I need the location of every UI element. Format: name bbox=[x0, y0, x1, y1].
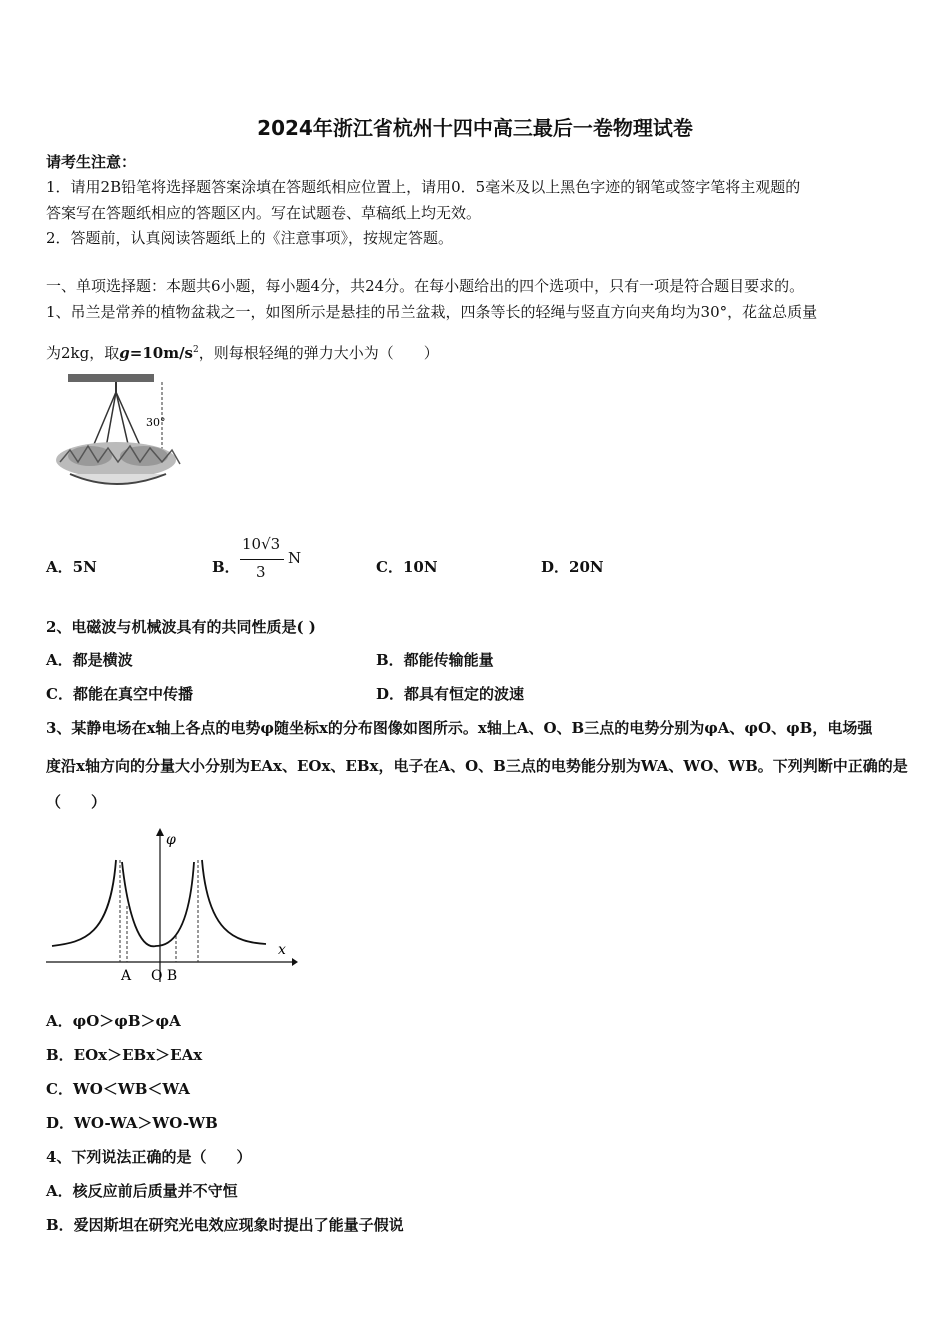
q3-option-d[interactable]: D．WO-WA＞WO-WB bbox=[46, 1114, 218, 1132]
curve-right-branch bbox=[202, 860, 266, 944]
q1-option-c[interactable]: C．10N bbox=[376, 558, 438, 576]
hanging-plant-figure bbox=[50, 370, 190, 495]
notice-item-1a: 1．请用2B铅笔将选择题答案涂填在答题纸相应位置上，请用0．5毫米及以上黑色字迹的钢笔或签字笔将主观题的 bbox=[46, 178, 801, 196]
q1-option-b-fraction[interactable] bbox=[240, 535, 310, 585]
notice-heading: 请考生注意： bbox=[46, 153, 137, 171]
support-bar bbox=[68, 374, 154, 382]
q3-stem-line2: 度沿x轴方向的分量大小分别为EAx、EOx、EBx，电子在A、O、B三点的电势能分别为WA、WO、WB。下列判断中正确的是 bbox=[46, 757, 908, 775]
y-axis-arrow bbox=[156, 828, 164, 836]
q4-stem: 4、下列说法正确的是（ ） bbox=[46, 1148, 252, 1166]
q4-option-b[interactable]: B．爱因斯坦在研究光电效应现象时提出了能量子假说 bbox=[46, 1216, 404, 1234]
q1-text-b: =10m/s bbox=[129, 344, 193, 362]
q1-option-a[interactable]: A．5N bbox=[46, 558, 97, 576]
q1-text-a: 为2kg，取 bbox=[46, 344, 120, 362]
curve-left-branch bbox=[52, 860, 116, 946]
notice-item-1b: 答案写在答题纸相应的答题区内。写在试题卷、草稿纸上均无效。 bbox=[46, 204, 482, 222]
q1-stem-line1: 1、吊兰是常养的植物盆栽之一，如图所示是悬挂的吊兰盆栽，四条等长的轻绳与竖直方向夹角均为30°，花盆总质量 bbox=[46, 303, 818, 321]
phi-label: φ bbox=[166, 832, 176, 848]
q1-g-symbol: g bbox=[119, 344, 130, 362]
curve-middle-branch bbox=[122, 862, 194, 946]
potential-graph bbox=[44, 826, 298, 986]
q2-stem: 2、电磁波与机械波具有的共同性质是( ) bbox=[46, 618, 316, 636]
q2-option-b[interactable]: B．都能传输能量 bbox=[376, 651, 494, 669]
q3-stem-line1: 3、某静电场在x轴上各点的电势φ随坐标x的分布图像如图所示。x轴上A、O、B三点的电势分别为φA、φO、φB，电场强 bbox=[46, 719, 873, 737]
q2-option-a[interactable]: A．都是横波 bbox=[46, 651, 133, 669]
q3-option-a[interactable]: A．φO＞φB＞φA bbox=[46, 1012, 181, 1030]
point-a-label: A bbox=[121, 968, 132, 984]
fraction-denominator: 3 bbox=[256, 563, 266, 581]
q1-superscript: 2 bbox=[193, 345, 199, 355]
angle-label: 30° bbox=[146, 416, 166, 429]
q1-option-b-label[interactable]: B． bbox=[212, 558, 240, 576]
q2-option-c[interactable]: C．都能在真空中传播 bbox=[46, 685, 193, 703]
q3-option-c[interactable]: C．WO＜WB＜WA bbox=[46, 1080, 190, 1098]
q3-option-b[interactable]: B．EOx＞EBx＞EAx bbox=[46, 1046, 203, 1064]
fraction-numerator: 10√3 bbox=[242, 535, 281, 553]
x-axis-arrow bbox=[292, 958, 298, 966]
section-heading: 一、单项选择题：本题共6小题，每小题4分，共24分。在每小题给出的四个选项中，只有一项是符合题目要求的。 bbox=[46, 277, 805, 295]
notice-item-2: 2．答题前，认真阅读答题纸上的《注意事项》，按规定答题。 bbox=[46, 229, 454, 247]
page-title: 2024年浙江省杭州十四中高三最后一卷物理试卷 bbox=[257, 116, 693, 140]
q2-option-d[interactable]: D．都具有恒定的波速 bbox=[376, 685, 525, 703]
q1-text-c: ，则每根轻绳的弹力大小为（ ） bbox=[198, 344, 439, 362]
q4-option-a[interactable]: A．核反应前后质量并不守恒 bbox=[46, 1182, 238, 1200]
fraction-bar bbox=[240, 559, 284, 560]
q1-stem-line2 bbox=[46, 340, 439, 363]
flower-pot bbox=[70, 474, 166, 484]
fraction-unit: N bbox=[288, 549, 302, 567]
q3-stem-line3: （ ） bbox=[46, 793, 107, 811]
q1-option-d[interactable]: D．20N bbox=[541, 558, 604, 576]
x-label: x bbox=[278, 942, 286, 958]
point-ob-label: O B bbox=[151, 968, 178, 984]
